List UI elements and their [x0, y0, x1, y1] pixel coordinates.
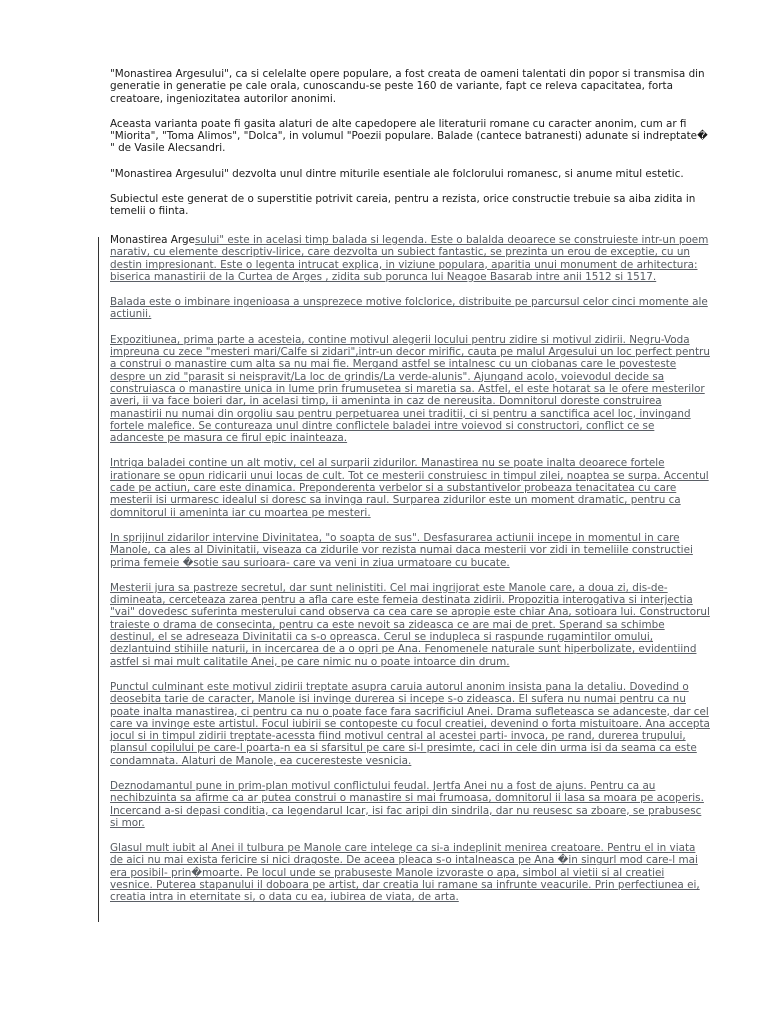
paragraph-expozitiunea: Expozitiunea, prima parte a acesteia, contine motivul alegerii locului pentru zidire si motivul zidirii. Negru-Voda impreuna cu zece "mesteri mari/Calfe si zidari",intr-un decor mirific, cauta pe malul Argesului un loc perfect pentru a construi o manastire cum alta sa nu mai fie. Mergand astfel se intalnesc cu un ciobanas care le povesteste despre un zid "parasit si neispravit/La loc de grindis/La verde-alunis". Ajungand acolo, voievodul decide sa construiasca o manastire unica in lume prin frumusetea si maretia sa. Astfel, el este hotarat sa le ofere mesterilor averi, ii va face boieri dar, in acelasi timp, ii ameninta in caz de nereusita. Domnitorul doreste construirea manastirii nu numai din orgoliu sau pentru perpetuarea unei traditii, ci si pentru a sanctifica acel loc, invingand fortele malefice. Se contureaza unul dintre conflictele baladei intre voievod si constructori, conflict ce se adanceste pe masura ce firul epic inainteaza. — [110, 333, 710, 445]
paragraph-intro-2: Aceasta varianta poate fi gasita alaturi de alte capedopere ale literaturii romane cu caracter anonim, cum ar fi "Miorita", "Toma Alimos", "Dolca", in volumul "Poezii populare. Balade (cantece batranesti) adunate si indreptate� " de Vasile Alecsandri. — [110, 117, 708, 155]
document-body — [110, 68, 710, 218]
paragraph-divinitatea: In sprijinul zidarilor intervine Divinitatea, "o soapta de sus". Desfasurarea actiunii incepe in momentul in care Manole, ca ales al Divinitatii, viseaza ca zidurile vor rezista numai daca mesterii vor zidi in temeliile constructiei prima femeie �sotie sau surioara- care va veni in ziua urmatoare cu bucate. — [110, 531, 693, 569]
paragraph-intriga: Intriga baladei contine un alt motiv, cel al surparii zidurilor. Manastirea nu se poate inalta deoarece fortele irationare se opun ridicarii unui locas de cult. Tot ce mesterii construiesc in timpul zilei, noaptea se surpa. Accentul cade pe actiun, care este dinamica. Preponderenta verbelor si a substantivelor probeaza tenacitatea cu care mesterii isi urmaresc idealul si doresc sa invinga raul. Surparea zidurilor este un moment dramatic, pentru ca domnitorul ii ameninta iar cu moartea pe mesteri. — [110, 457, 709, 519]
paragraph-intro-1: "Monastirea Argesului", ca si celelalte opere populare, a fost creata de oameni talentati din popor si transmisa din generatie in generatie pe cale orala, cunoscandu-se peste 160 de variante, fapt ce releva capacitatea, forta creatoare, ingeniozitatea autorilor anonimi. — [110, 68, 705, 105]
paragraph-mesterii-jura: Mesterii jura sa pastreze secretul, dar sunt nelinistiti. Cel mai ingrijorat este Manole care, a doua zi, dis-de-dimineata, cerceteaza zarea pentru a afla care este femeia destinata zidirii. Propozitia interogativa si interjectia "vai" dovedesc suferinta mesterului cand observa ca cea care se apropie este chiar Ana, sotioara lui. Constructorul traieste o drama de consecinta, pentru ca este nevoit sa zideasca ce are mai de pret. Sperand sa schimbe destinul, el se adreseaza Divinitatii ca s-o opreasca. Cerul se indupleca si raspunde rugamintilor omului, dezlantuind stihiile naturii, in incercarea de a o opri pe Ana. Fenomenele naturale sunt hiperbolizate, evidentiind astfel si mai mult calitatile Anei, pe care nimic nu o poate intoarce din drum. — [110, 581, 710, 668]
paragraph-intro-3: "Monastirea Argesului" dezvolta unul dintre miturile esentiale ale folclorului romanesc, si anume mitul estetic. — [110, 167, 684, 180]
paragraph-punctul-culminant: Punctul culminant este motivul zidirii treptate asupra caruia autorul anonim insista pana la detaliu. Dovedind o deosebita tarie de caracter, Manole isi invinge durerea si incepe s-o zideasca. El sufera nu numai pentru ca nu poate inalta manastirea, ci pentru ca nu o poate face fara sacrificiul Anei. Drama sufleteasca se adanceste, dar cel care va invinge este artistul. Focul iubirii se contopeste cu focul creatiei, devenind o forta mistuitoare. Ana accepta jocul si in timpul zidirii treptate-acessta fiind motivul central al acestei parti- invoca, pe rand, durerea trupului, plansul copilului pe care-l poarta-n ea si sfarsitul pe care si-l presimte, caci in cele din urma isi da seama ca este condamnata. Alaturi de Manole, ea cuceresteste vesnicia. — [110, 680, 710, 767]
paragraph-intro-4: Subiectul este generat de o superstitie potrivit careia, pentru a rezista, orice constructie trebuie sa aiba zidita in temelii o fiinta. — [110, 193, 696, 218]
paragraph-glasul: Glasul mult iubit al Anei il tulbura pe Manole care intelege ca si-a indeplinit menirea creatoare. Pentru el in viata de aici nu mai exista fericire si nici dragoste. De aceea pleaca s-o intalneasca pe Ana �in singurl mod care-l mai era posibil- prin�moarte. Pe locul unde se prabuseste Manole izvoraste o apa, simbol al vietii si al creatiei vesnice. Puterea stapanului il doboara pe artist, dar creatia lui ramane sa infrunte veacurile. Prin perfectiunea ei, creatia intra in eternitate si, o data cu ea, iubirea de viata, de arta. — [110, 842, 700, 904]
change-bar — [98, 237, 99, 922]
tracked-changes-region — [110, 234, 710, 917]
inserted-text-fragment: sului" este in acelasi timp balada si legenda. Este o balalda deoarece se construieste intr-un poem narativ, cu elemente descriptiv-lirice, care dezvolta un subiect fantastic, se prezinta un erou de exceptie, cu un destin impresionant. Este o legenta intrucat explica, in viziune populara, aparitia unui monument de arhitectura: biserica manastirii de la Curtea de Arges , zidita sub porunca lui Neagoe Basarab intre anii 1512 si 1517. — [110, 234, 709, 283]
paragraph-balada-legenda — [110, 234, 710, 283]
paragraph-motive: Balada este o imbinare ingenioasa a unsprezece motive folclorice, distribuite pe parcursul celor cinci momente ale actiunii. — [110, 296, 708, 321]
paragraph-deznodamantul: Deznodamantul pune in prim-plan motivul conflictului feudal. Jertfa Anei nu a fost de ajuns. Pentru ca au nechibzuinta sa afirme ca ar putea construi o manastire si mai frumoasa, domnitorul ii lasa sa moara pe acoperis. Incercand a-si depasi conditia, ca legendarul Icar, isi fac aripi din sindrila, dar nu reusesc sa zboare, se prabusesc si mor. — [110, 779, 704, 829]
plain-text-fragment: Monastirea Arge — [110, 234, 195, 246]
